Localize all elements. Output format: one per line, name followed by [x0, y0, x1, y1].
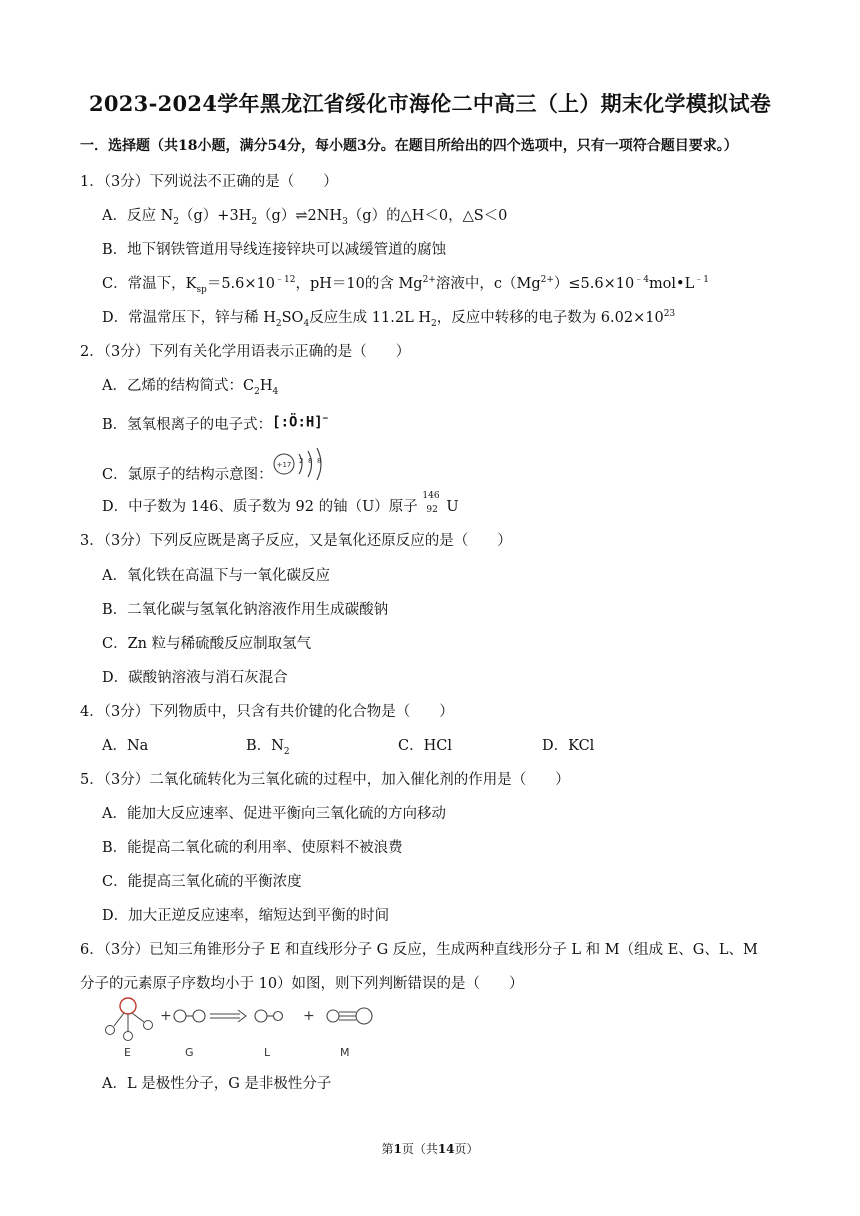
question-3-option-b[interactable]: B．二氧化碳与氢氧化钠溶液作用生成碳酸钠: [102, 602, 389, 618]
question-1-option-c[interactable]: C．常温下，$K_{sp}=5.6\times 10^{﹣12}$，pH＝10的含 $Mg^{2+}$溶液中，$c(Mg^{2+})\le 5.6\times 10^{﹣4}mol•L^{﹣1}$: [102, 275, 709, 295]
svg-text:M: M: [340, 1046, 350, 1059]
question-5-option-c[interactable]: C．能提高三氧化硫的平衡浓度: [102, 874, 302, 890]
page-title: 2023-2024学年黑龙江省绥化市海伦二中高三（上）期末化学模拟试卷: [88, 91, 772, 116]
svg-text:8: 8: [308, 457, 313, 465]
svg-text:L: L: [264, 1046, 271, 1059]
question-1-option-b[interactable]: B．地下钢铁管道用导线连接锌块可以减缓管道的腐蚀: [102, 242, 447, 258]
question-4-option-c[interactable]: C．HCl: [398, 738, 452, 754]
section-heading: 一．选择题（共18小题，满分54分，每小题3分。在题目所给出的四个选项中，只有一项符合题目要求。）: [80, 138, 738, 154]
chlorine-atom-structure-diagram: [272, 444, 332, 484]
question-4-options: [102, 734, 702, 757]
question-1-stem: 1．（3分）下列说法不正确的是（ ）: [80, 174, 338, 190]
page-footer: 第1页（共14页）: [381, 1142, 479, 1156]
svg-text:+: +: [303, 1008, 315, 1024]
question-4-stem: 4．（3分）下列物质中，只含有共价键的化合物是（ ）: [80, 704, 454, 720]
molecule-m: [327, 1008, 372, 1059]
svg-text:8: 8: [317, 457, 322, 465]
molecule-e: [106, 998, 153, 1059]
molecule-g: [174, 1010, 205, 1059]
svg-text:G: G: [185, 1046, 194, 1059]
question-2-option-a[interactable]: A．乙烯的结构简式：$C_2H_4$: [102, 378, 279, 397]
molecule-reaction-diagram: [100, 996, 400, 1060]
svg-text:E: E: [124, 1046, 131, 1059]
hydroxide-electron-formula: [:Ö:H]−: [272, 413, 329, 431]
question-3-option-c[interactable]: C．Zn 粒与稀硫酸反应制取氢气: [102, 636, 312, 652]
question-5-option-d[interactable]: D．加大正逆反应速率，缩短达到平衡的时间: [102, 908, 390, 924]
question-3-stem: 3．（3分）下列反应既是离子反应，又是氧化还原反应的是（ ）: [80, 533, 512, 549]
question-3-option-d[interactable]: D．碳酸钠溶液与消石灰混合: [102, 670, 288, 686]
question-4-option-b[interactable]: B．$N_2$: [246, 738, 290, 757]
question-2-option-c[interactable]: C．氯原子的结构示意图：: [102, 467, 273, 483]
question-2-option-b[interactable]: B．氢氧根离子的电子式：[:Ö:H]−: [102, 413, 329, 433]
question-6-stem-line-1: 6．（3分）已知三角锥形分子 E 和直线形分子 G 反应，生成两种直线形分子 L 和 M（组成 E、G、L、M: [80, 942, 758, 958]
reaction-arrow-icon: [210, 1010, 246, 1022]
question-5-option-b[interactable]: B．能提高二氧化硫的利用率、使原料不被浪费: [102, 840, 403, 856]
question-6-stem-line-2: 分子的元素原子序数均小于 10）如图，则下列判断错误的是（ ）: [80, 976, 524, 992]
molecule-l: [255, 1010, 283, 1059]
question-1-option-d[interactable]: D．常温常压下，锌与稀 $H_2SO_4$反应生成 11.2L $H_2$，反应中转移的电子数为 $6.02\times 10^{23}$: [102, 309, 676, 329]
question-4-option-d[interactable]: D．KCl: [542, 738, 595, 754]
question-6-option-a[interactable]: A．L 是极性分子，G 是非极性分子: [102, 1076, 332, 1092]
question-3-option-a[interactable]: A．氧化铁在高温下与一氧化碳反应: [102, 568, 330, 584]
question-4-option-a[interactable]: A．Na: [102, 738, 149, 754]
svg-text:2: 2: [299, 457, 304, 465]
question-2-stem: 2．（3分）下列有关化学用语表示正确的是（ ）: [80, 344, 411, 360]
question-1-option-a[interactable]: A．反应 $N_2(g)+3H_2(g)\rightleftharpoons 2NH_3(g)$的△H＜0，△S＜0: [102, 208, 508, 227]
question-5-option-a[interactable]: A．能加大反应速率、促进平衡向三氧化硫的方向移动: [102, 806, 446, 822]
svg-text:+17: +17: [276, 461, 292, 469]
question-2-option-d[interactable]: D．中子数为 146、质子数为 92 的铀（U）原子 146 92 U: [102, 491, 459, 515]
svg-text:+: +: [160, 1008, 172, 1024]
question-5-stem: 5．（3分）二氧化硫转化为三氧化硫的过程中，加入催化剂的作用是（ ）: [80, 772, 570, 788]
